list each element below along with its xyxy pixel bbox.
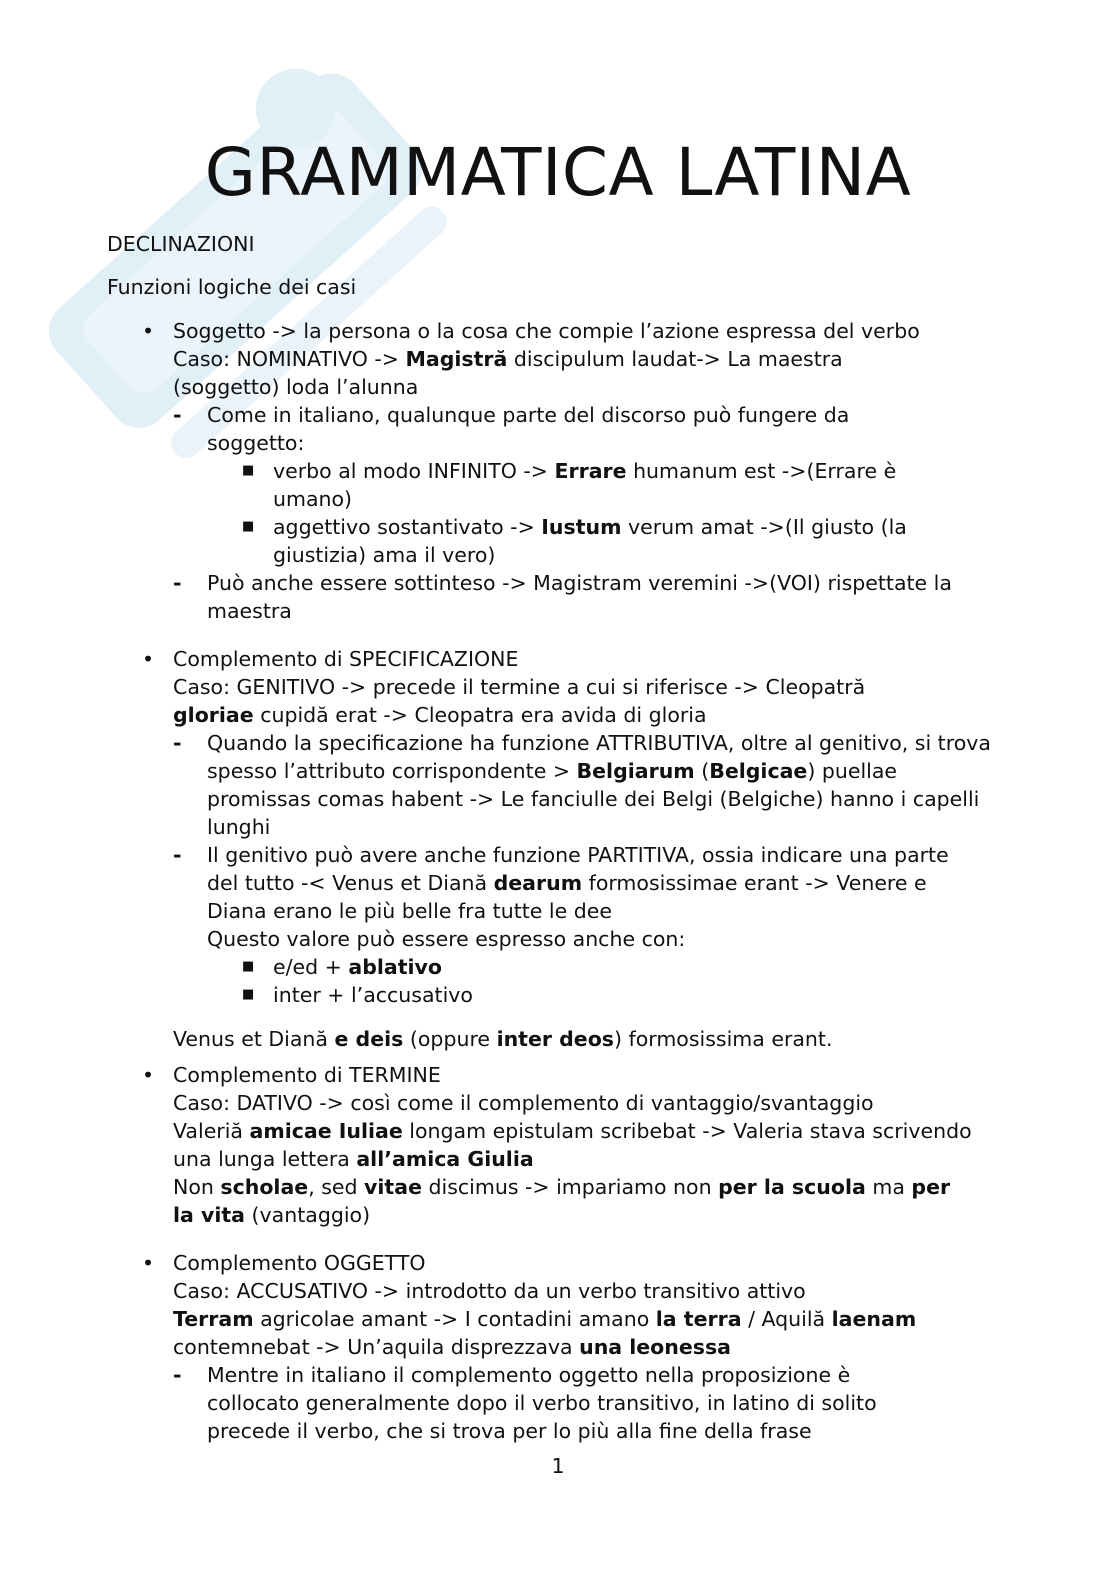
square-bullet-item: ■ inter + l’accusativo	[242, 983, 473, 1007]
dash-icon: -	[173, 843, 182, 867]
square-bullet-icon: ■	[242, 463, 255, 478]
text-line: Caso: NOMINATIVO -> Magistră discipulum laudat-> La maestra	[173, 347, 843, 371]
dash-item: - Può anche essere sottinteso -> Magistram veremini ->(VOI) rispettate la maestra	[173, 571, 952, 623]
page-number: 1	[551, 1454, 565, 1478]
dash-item: - Quando la specificazione ha funzione ATTRIBUTIVA, oltre al genitivo, si trova spesso l’attributo corrispondente > Belgiarum (Belgicae) puellae promissas comas habent -> Le fanciulle dei Belgi (Belgiche) hanno i capelli lunghi	[173, 731, 991, 839]
square-bullet-item: ■ verbo al modo INFINITO -> Errare humanum est ->(Errare è umano)	[242, 459, 897, 511]
list-item-oggetto: • Complemento OGGETTO Caso: ACCUSATIVO -> introdotto da un verbo transitivo attivo Terram agricolae amant -> I contadini amano la terra / Aquilă laenam contemnebat -> Un’aquila disprezzava una leonessa - Mentre in italiano il complemento oggetto nella proposizione è collocato generalmente dopo il verbo transitivo, in latino di solito precede il verbo, che si trova per lo più alla fine della frase	[173, 1249, 993, 1445]
square-bullet-icon: ■	[242, 987, 255, 1002]
bullet-icon: •	[141, 319, 155, 343]
dash-icon: -	[173, 403, 182, 427]
list-item-specificazione: • Complemento di SPECIFICAZIONE Caso: GENITIVO -> precede il termine a cui si riferisce -> Cleopatră gloriae cupidă erat -> Cleopatra era avida di gloria - Quando la specificazione ha funzione ATTRIBUTIVA, oltre al genitivo, si trova spesso l’attributo corrispondente > Belgiarum (Belgicae) puellae promissas comas habent -> Le fanciulle dei Belgi (Belgiche) hanno i capelli lunghi - Il genitivo può avere anche funzione PARTITIVA, ossia indicare una parte del tutto -< Venus et Diană dearum formosissimae erant -> Venere e Diana erano le più belle fra tutte le dee Questo valore può essere espresso anche con: ■ e/ed + ablativo ■ inter + l’accusativo Venus et Diană e deis (oppure inter deos) formosissima erant.	[173, 645, 1003, 1053]
list-item-termine: • Complemento di TERMINE Caso: DATIVO -> così come il complemento di vantaggio/svantaggio Valeriă amicae Iuliae longam epistulam scribebat -> Valeria stava scrivendo una lunga lettera all’amica Giulia Non scholae, sed vitae discimus -> impariamo non per la scuola ma per la vita (vantaggio)	[141, 1063, 972, 1227]
text-line: (soggetto) loda l’alunna	[173, 375, 419, 399]
bullet-icon: •	[141, 647, 155, 671]
section-heading-declinazioni: DECLINAZIONI	[107, 232, 255, 256]
document-title: GRAMMATICA LATINA	[204, 134, 912, 211]
dash-item: - Il genitivo può avere anche funzione PARTITIVA, ossia indicare una parte del tutto -< Venus et Diană dearum formosissimae erant -> Venere e Diana erano le più belle fra tutte le dee Questo valore può essere espresso anche con:	[173, 843, 949, 951]
bullet-icon: •	[141, 1251, 155, 1275]
example-line: Venus et Diană e deis (oppure inter deos) formosissima erant.	[173, 1027, 833, 1051]
bullet-icon: •	[141, 1063, 155, 1087]
list-item-soggetto	[141, 317, 1003, 625]
dash-item: - Come in italiano, qualunque parte del discorso può fungere da soggetto:	[173, 403, 850, 455]
text-line: Soggetto -> la persona o la cosa che compie l’azione espressa del verbo	[173, 319, 920, 343]
dash-item: - Mentre in italiano il complemento oggetto nella proposizione è collocato generalmente dopo il verbo transitivo, in latino di solito precede il verbo, che si trova per lo più alla fine della frase	[173, 1363, 877, 1443]
square-bullet-icon: ■	[242, 519, 255, 534]
square-bullet-item: ■ e/ed + ablativo	[242, 955, 443, 979]
dash-icon: -	[173, 571, 182, 595]
dash-icon: -	[173, 731, 182, 755]
square-bullet-icon: ■	[242, 959, 255, 974]
dash-icon: -	[173, 1363, 182, 1387]
square-bullet-item: ■ aggettivo sostantivato -> Iustum verum amat ->(Il giusto (la giustizia) ama il vero)	[242, 515, 907, 567]
section-subheading-funzioni: Funzioni logiche dei casi	[107, 275, 357, 299]
